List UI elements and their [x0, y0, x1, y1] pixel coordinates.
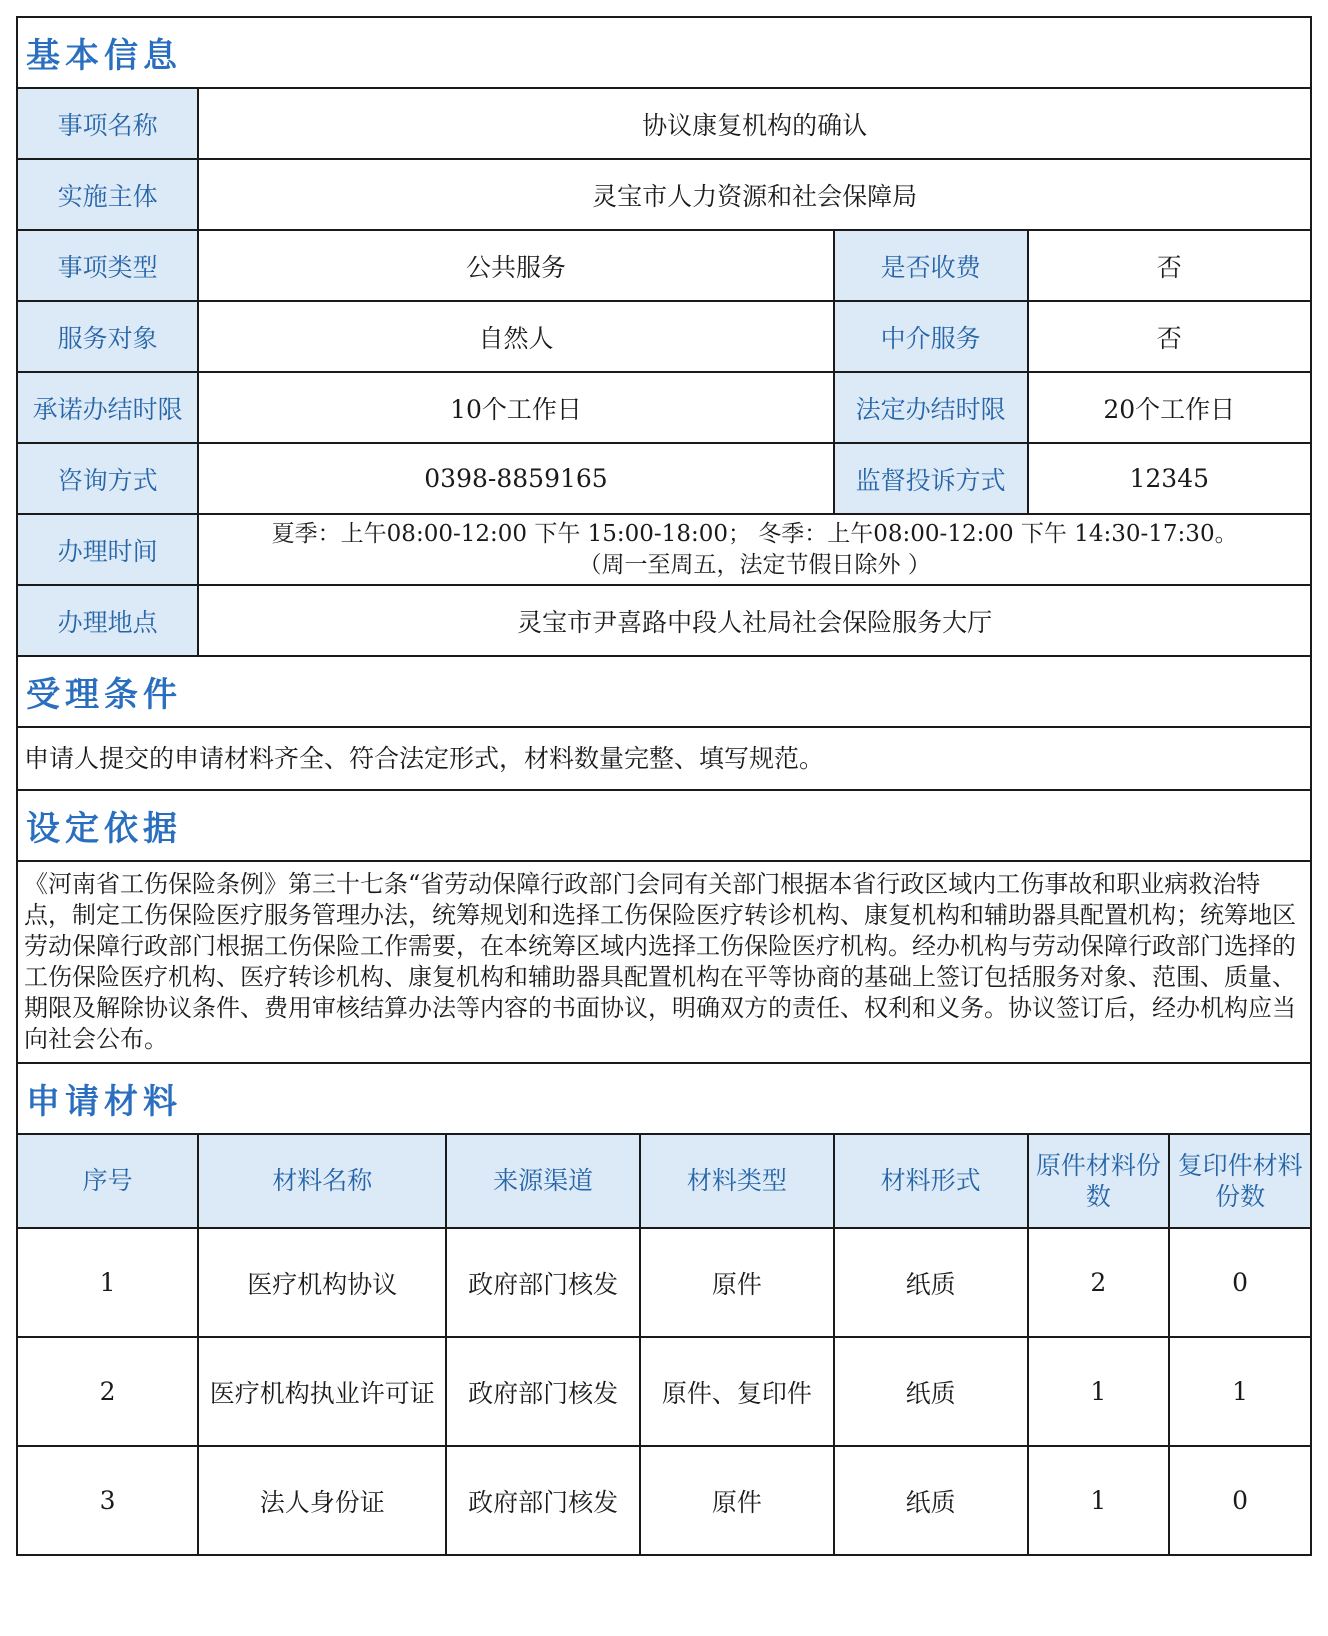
row-material-type: 原件 [640, 1228, 834, 1337]
office-hours-line2: （周一至周五，法定节假日除外 ） [578, 551, 931, 578]
table-row [17, 1337, 1311, 1446]
service-info-table [16, 16, 1312, 1556]
fee-value: 否 [1028, 230, 1312, 301]
office-hours-label: 办理时间 [17, 514, 198, 585]
section-title-basic-info: 基本信息 [17, 17, 1311, 88]
agency-value: 灵宝市人力资源和社会保障局 [198, 159, 1311, 230]
row-material-name: 法人身份证 [198, 1446, 446, 1555]
row-source: 政府部门核发 [446, 1337, 640, 1446]
complaint-label: 监督投诉方式 [834, 443, 1028, 514]
target-label: 服务对象 [17, 301, 198, 372]
row-seq: 2 [17, 1337, 198, 1446]
row-seq: 3 [17, 1446, 198, 1555]
promised-deadline-value: 10个工作日 [198, 372, 833, 443]
row-material-form: 纸质 [834, 1228, 1028, 1337]
location-value: 灵宝市尹喜路中段人社局社会保险服务大厅 [198, 585, 1311, 656]
row-material-type: 原件 [640, 1446, 834, 1555]
row-original-count: 1 [1028, 1337, 1170, 1446]
location-label: 办理地点 [17, 585, 198, 656]
col-header-original-count-line2: 数 [1085, 1182, 1111, 1211]
item-name-value: 协议康复机构的确认 [198, 88, 1311, 159]
col-header-copy-count-line2: 份数 [1215, 1182, 1266, 1211]
col-header-type: 材料类型 [640, 1134, 834, 1228]
col-header-copy-count-line1: 复印件材料 [1177, 1151, 1303, 1180]
item-type-label: 事项类型 [17, 230, 198, 301]
office-hours-line1: 夏季：上午08:00-12:00 下午 15:00-18:00； 冬季：上午08:00-12:00 下午 14:30-17:30。 [271, 520, 1238, 547]
consult-value: 0398-8859165 [198, 443, 833, 514]
section-title-basis: 设定依据 [17, 790, 1311, 861]
service-info-sheet [16, 16, 1312, 1556]
col-header-copy-count [1169, 1134, 1311, 1228]
conditions-text: 申请人提交的申请材料齐全、符合法定形式，材料数量完整、填写规范。 [17, 727, 1311, 790]
complaint-value: 12345 [1028, 443, 1312, 514]
legal-deadline-value: 20个工作日 [1028, 372, 1312, 443]
row-seq: 1 [17, 1228, 198, 1337]
row-original-count: 1 [1028, 1446, 1170, 1555]
row-material-form: 纸质 [834, 1446, 1028, 1555]
promised-deadline-label: 承诺办结时限 [17, 372, 198, 443]
row-source: 政府部门核发 [446, 1446, 640, 1555]
agent-service-value: 否 [1028, 301, 1312, 372]
agent-service-label: 中介服务 [834, 301, 1028, 372]
row-original-count: 2 [1028, 1228, 1170, 1337]
target-value: 自然人 [198, 301, 833, 372]
row-copy-count: 0 [1169, 1228, 1311, 1337]
col-header-name: 材料名称 [198, 1134, 446, 1228]
agency-label: 实施主体 [17, 159, 198, 230]
consult-label: 咨询方式 [17, 443, 198, 514]
row-copy-count: 0 [1169, 1446, 1311, 1555]
row-material-name: 医疗机构协议 [198, 1228, 446, 1337]
col-header-source: 来源渠道 [446, 1134, 640, 1228]
row-copy-count: 1 [1169, 1337, 1311, 1446]
section-title-materials: 申请材料 [17, 1063, 1311, 1134]
table-row [17, 1446, 1311, 1555]
fee-label: 是否收费 [834, 230, 1028, 301]
basis-text: 《河南省工伤保险条例》第三十七条“省劳动保障行政部门会同有关部门根据本省行政区域内工伤事故和职业病救治特点，制定工伤保险医疗服务管理办法，统筹规划和选择工伤保险医疗转诊机构、康复机构和辅助器具配置机构；统筹地区劳动保障行政部门根据工伤保险工作需要，在本统筹区域内选择工伤保险医疗机构。经办机构与劳动保障行政部门选择的工伤保险医疗机构、医疗转诊机构、康复机构和辅助器具配置机构在平等协商的基础上签订包括服务对象、范围、质量、期限及解除协议条件、费用审核结算办法等内容的书面协议，明确双方的责任、权利和义务。协议签订后，经办机构应当向社会公布。 [17, 861, 1311, 1063]
row-source: 政府部门核发 [446, 1228, 640, 1337]
row-material-form: 纸质 [834, 1337, 1028, 1446]
legal-deadline-label: 法定办结时限 [834, 372, 1028, 443]
col-header-original-count-line1: 原件材料份 [1035, 1151, 1161, 1180]
section-title-conditions: 受理条件 [17, 656, 1311, 727]
col-header-form: 材料形式 [834, 1134, 1028, 1228]
item-type-value: 公共服务 [198, 230, 833, 301]
table-row [17, 1228, 1311, 1337]
office-hours-value [198, 514, 1311, 585]
row-material-type: 原件、复印件 [640, 1337, 834, 1446]
col-header-original-count [1028, 1134, 1170, 1228]
item-name-label: 事项名称 [17, 88, 198, 159]
row-material-name: 医疗机构执业许可证 [198, 1337, 446, 1446]
col-header-seq: 序号 [17, 1134, 198, 1228]
